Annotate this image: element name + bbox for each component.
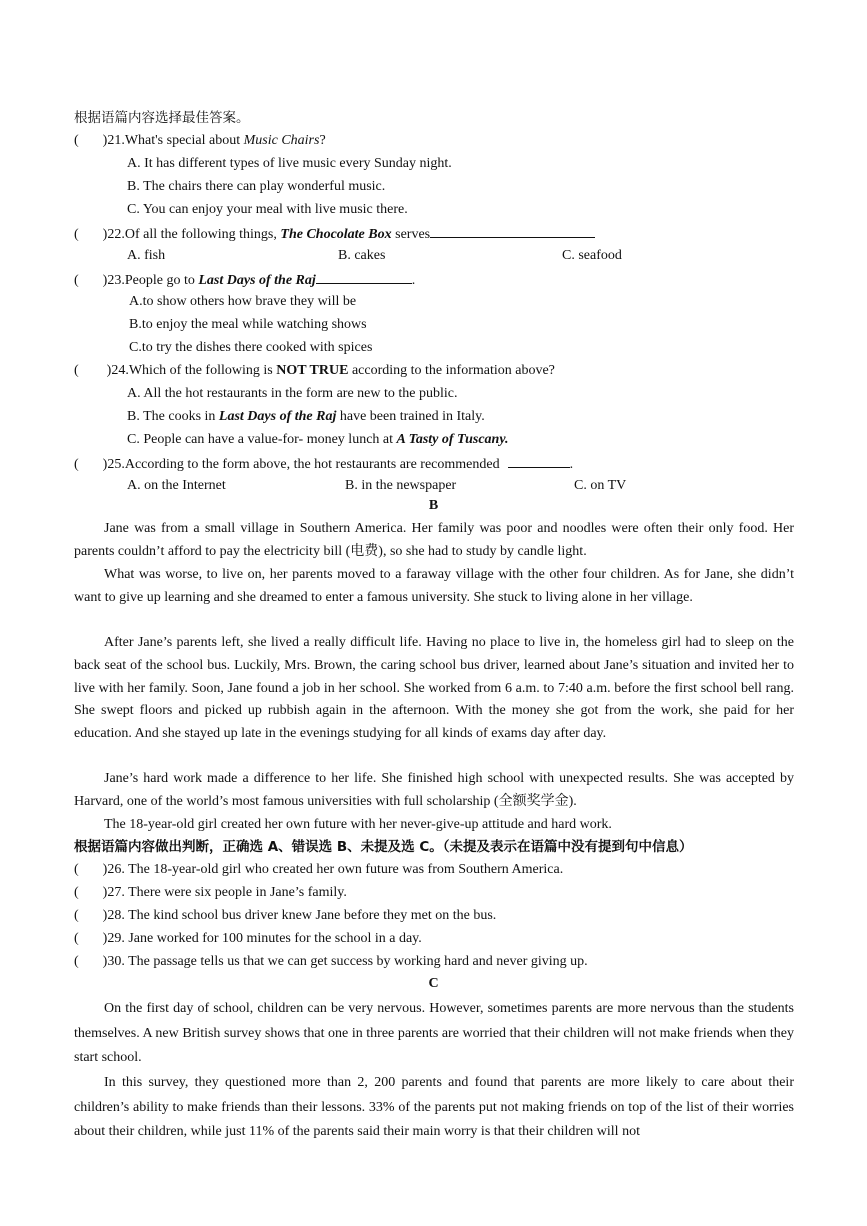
statement-text: The 18-year-old girl who created her own future was from Southern America. <box>128 862 564 877</box>
statement-28: ( )28. The kind school bus driver knew Jane before they met on the bus. <box>74 908 497 923</box>
answer-paren-open: ( <box>74 273 79 288</box>
option-23b: B.to enjoy the meal while watching shows <box>129 317 367 332</box>
option-22c: C. seafood <box>562 248 622 263</box>
answer-paren-close: ) <box>102 457 108 472</box>
option-21c: C. You can enjoy your meal with live music there. <box>127 202 408 217</box>
answer-paren-close: ) <box>102 273 108 288</box>
statement-number: 30. <box>107 954 125 969</box>
question-number: 24. <box>111 363 129 378</box>
option-emphasis: Last Days of the Raj <box>218 409 337 424</box>
question-stem: Of all the following things, <box>124 227 281 242</box>
statement-30: ( )30. The passage tells us that we can get success by working hard and never giving up. <box>74 954 588 969</box>
fill-blank <box>316 270 412 284</box>
question-21 <box>74 132 326 150</box>
option-22b: B. cakes <box>338 248 386 263</box>
option-24c <box>127 431 509 449</box>
question-stem-emphasis: Last Days of the Raj <box>198 273 316 288</box>
question-stem: People go to <box>124 273 199 288</box>
passage-b-paragraph-3: After Jane’s parents left, she lived a really difficult life. Having no place to live in, the homeless girl had to sleep on the back seat of the school bus. Luckily, Mrs. Brown, the caring school bus driver, learned about Jane’s situation and invited her to live with her family. Soon, Jane found a job in her school. She worked from 6 a.m. to 7:40 a.m. before the first school bell rang. She swept floors and picked up rubbish again in the afternoon. With the money she got from the work, she paid for her education. And she stayed up late in the evenings studying for all kinds of exams day after day. <box>74 635 794 742</box>
statement-26: ( )26. The 18-year-old girl who created her own future was from Southern America. <box>74 862 564 877</box>
statement-number: 29. <box>107 931 125 946</box>
passage-b-paragraph-5: The 18-year-old girl created her own future with her never-give-up attitude and hard work. <box>104 817 612 832</box>
statement-number: 26. <box>107 862 125 877</box>
question-stem-emphasis: Music Chairs <box>243 133 320 148</box>
statement-text: The passage tells us that we can get success by working hard and never giving up. <box>128 954 588 969</box>
option-24a: A. All the hot restaurants in the form are new to the public. <box>127 386 458 401</box>
section-a-instruction: 根据语篇内容选择最佳答案。 <box>74 110 250 126</box>
option-23c: C.to try the dishes there cooked with spices <box>129 340 373 355</box>
answer-paren-open: ( <box>74 133 79 148</box>
question-number: 21. <box>107 133 125 148</box>
answer-paren-open: ( <box>74 457 79 472</box>
option-text: C. People can have a value-for- money lunch at <box>127 432 397 447</box>
answer-paren-open: ( <box>74 363 79 378</box>
answer-paren-close: ) <box>102 227 108 242</box>
passage-b-paragraph-4: Jane’s hard work made a difference to her life. She finished high school with unexpected results. She was accepted by Harvard, one of the world’s most famous universities with full scholarship (全额奖学金). <box>74 771 794 809</box>
question-number: 25. <box>107 457 125 472</box>
option-22a: A. fish <box>127 248 166 263</box>
passage-b-paragraph-2: What was worse, to live on, her parents moved to a faraway village with the other four children. As for Jane, she didn’t want to give up learning and she dreamed to enter a famous university. She stuck to living alone in her village. <box>74 567 794 605</box>
statement-29: ( )29. Jane worked for 100 minutes for the school in a day. <box>74 931 422 946</box>
answer-paren-close: ) <box>106 363 112 378</box>
answer-paren-close: ) <box>102 133 108 148</box>
option-25a: A. on the Internet <box>127 478 226 493</box>
statement-number: 27. <box>107 885 125 900</box>
question-22 <box>74 224 595 244</box>
section-b-instruction: 根据语篇内容做出判断，正确选 A、错误选 B、未提及选 C。（未提及表示在语篇中没有提到句中信息） <box>74 839 693 855</box>
option-text-end: have been trained in Italy. <box>336 409 485 424</box>
question-stem-end: serves <box>391 227 431 242</box>
question-stem-emphasis: NOT TRUE <box>276 363 349 378</box>
question-25 <box>74 454 573 474</box>
question-23 <box>74 270 415 290</box>
passage-c-paragraph-2: In this survey, they questioned more than 2, 200 parents and found that parents are more likely to care about their children’s ability to make friends than their lessons. 33% of the parents put not making friends on top of the list of their worries about their children, while just 11% of the parents said their main worry is that their children will not <box>74 1075 794 1139</box>
answer-paren-open: ( <box>74 227 79 242</box>
section-c-heading: C <box>428 976 439 991</box>
option-25c: C. on TV <box>574 478 627 493</box>
question-24 <box>74 362 555 380</box>
statement-27: ( )27. There were six people in Jane’s family. <box>74 885 347 900</box>
question-stem-end: ? <box>319 133 326 148</box>
fill-blank <box>430 224 595 238</box>
fill-blank <box>508 454 570 468</box>
section-b-heading: B <box>428 498 439 513</box>
passage-c-paragraph-1: On the first day of school, children can be very nervous. However, sometimes parents are more nervous than the students themselves. A new British survey shows that one in three parents are worried that their children will not make friends when they start school. <box>74 1001 794 1065</box>
question-stem: What's special about <box>124 133 244 148</box>
option-21a: A. It has different types of live music every Sunday night. <box>127 156 452 171</box>
option-25b: B. in the newspaper <box>345 478 457 493</box>
question-stem-end: . <box>569 457 574 472</box>
statement-text: There were six people in Jane’s family. <box>128 885 347 900</box>
question-stem-end: according to the information above? <box>348 363 555 378</box>
question-number: 23. <box>107 273 125 288</box>
statement-number: 28. <box>107 908 125 923</box>
question-stem: According to the form above, the hot restaurants are recommended <box>124 457 500 472</box>
option-emphasis: A Tasty of Tuscany. <box>396 432 509 447</box>
question-stem: Which of the following is <box>128 363 277 378</box>
option-23a: A.to show others how brave they will be <box>129 294 357 309</box>
option-21b: B. The chairs there can play wonderful music. <box>127 179 386 194</box>
option-text: B. The cooks in <box>127 409 219 424</box>
question-stem-emphasis: The Chocolate Box <box>280 227 392 242</box>
question-stem-end: . <box>411 273 416 288</box>
option-24b <box>127 408 485 426</box>
question-number: 22. <box>107 227 125 242</box>
statement-text: The kind school bus driver knew Jane before they met on the bus. <box>128 908 497 923</box>
passage-b-paragraph-1: Jane was from a small village in Southern America. Her family was poor and noodles were often their only food. Her parents couldn’t afford to pay the electricity bill (电费), so she had to study by candle light. <box>74 521 794 559</box>
statement-text: Jane worked for 100 minutes for the school in a day. <box>128 931 422 946</box>
